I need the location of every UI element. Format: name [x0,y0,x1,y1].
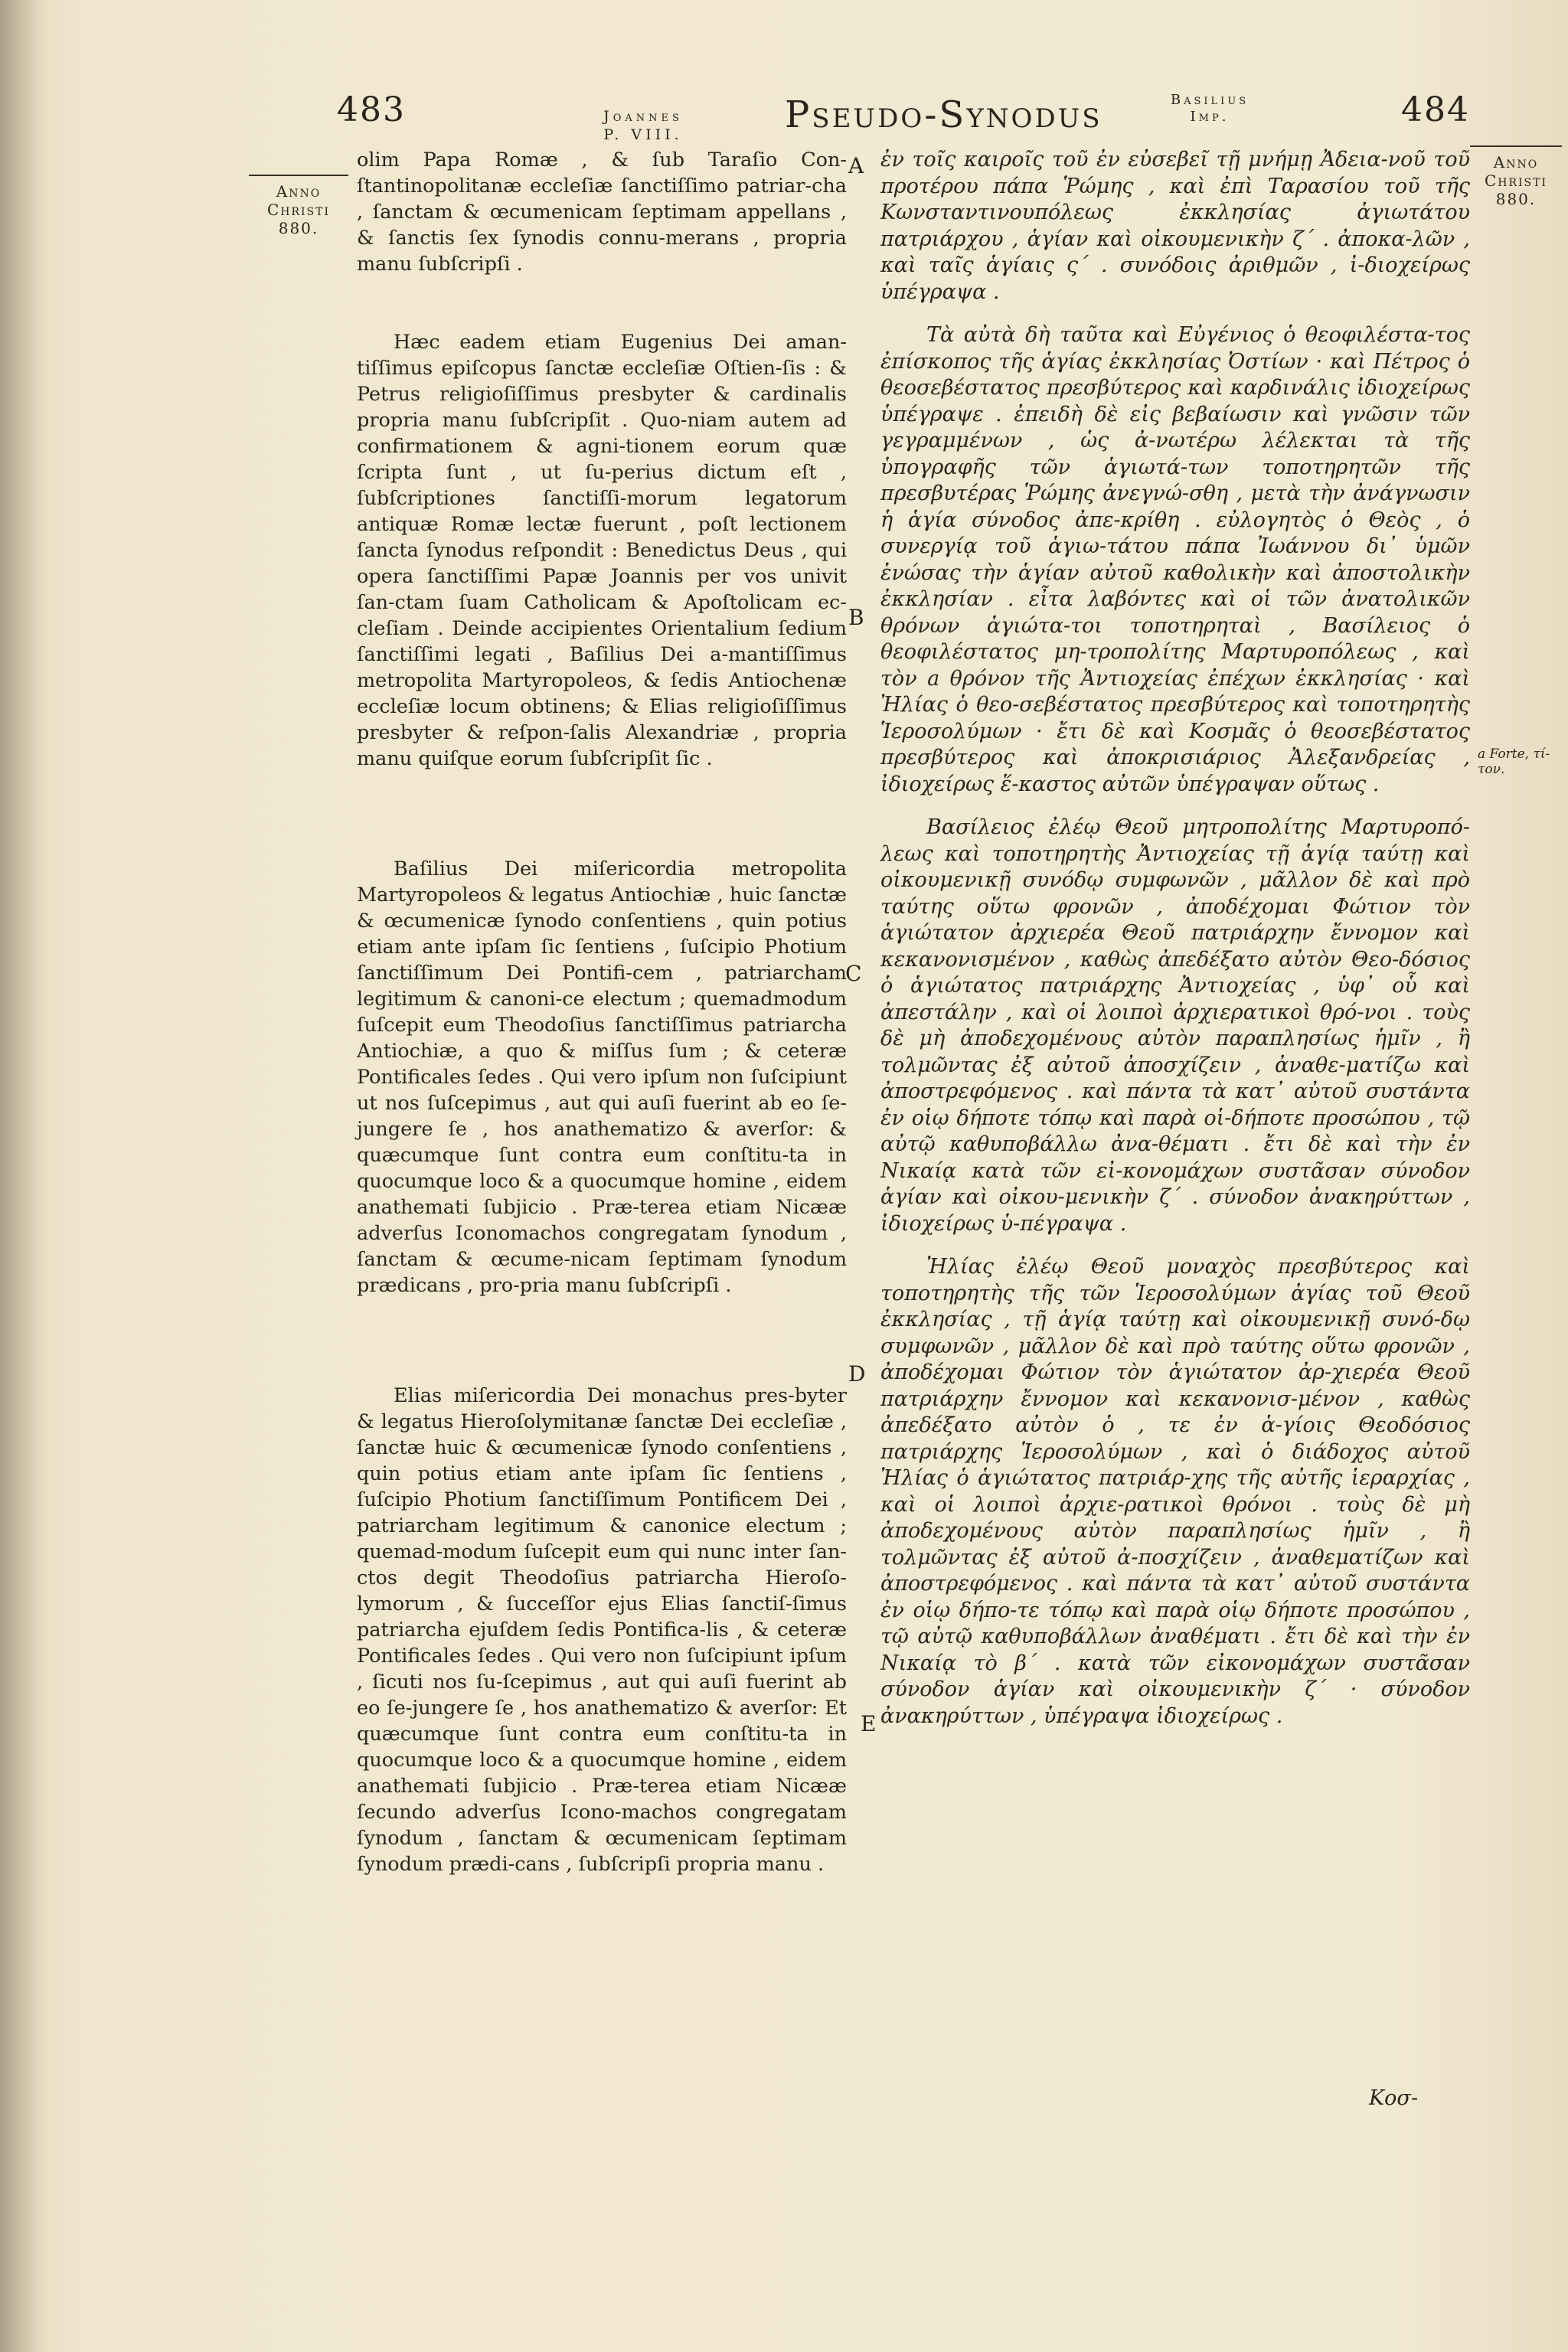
section-letter-a: A [848,153,864,178]
margin-rule-right [1470,145,1562,147]
latin-paragraph-2: Hæc eadem etiam Eugenius Dei aman-tiſſimus epiſcopus ſanctæ eccleſiæ Oſtien-ſis : & Petrus religioſiſſimus presbyter & cardinalis propria manu ſubſcripſit . Quo-niam autem ad confirmationem & agni-tionem eorum quæ ſcripta ſunt , ut ſu-perius dictum eſt , ſubſcriptiones ſanctiſſi-morum legatorum antiquæ Romæ lectæ fuerunt , poſt lectionem ſancta ſynodus reſpondit : Benedictus Deus , qui opera ſanctiſſimi Papæ Joannis per vos univit ſan-ctam ſuam Catholicam & Apoſtolicam ec-cleſiam . Deinde accipientes Orientalium ſedium ſanctiſſimi legati , Baſilius Dei a-mantiſſimus metropolita Martyropoleos, & ſedis Antiochenæ eccleſiæ locum obtinens; & Elias religioſiſſimus presbyter & reſpon-ſalis Alexandriæ , propria manu quiſque eorum ſubſcripſit ſic . [357,331,847,770]
page-number-right: 484 [1401,90,1470,129]
margin-note-right-line-2: Christi [1484,172,1548,190]
greek-paragraph-3: Βασίλειος ἐλέῳ Θεοῦ μητροπολίτης Μαρτυροπό-λεως καὶ τοποτηρητὴς Ἀντιοχείας τῇ ἁγίᾳ ταύτῃ καὶ οἰκουμενικῇ συνόδῳ συμφωνῶν , μᾶλλον δὲ καὶ πρὸ ταύτης οὕτω φρονῶν , ἀποδέχομαι Φώτιον τὸν ἁγιώτατον ἀρχιερέα Θεοῦ πατριάρχην ἔννομον καὶ κεκανονισμένον , καθὼς ἀπεδέξατο αὐτὸν Θεο-δόσιος ὁ ἁγιώτατος πατριάρχης Ἀντιοχείας , ὑφ᾽ οὗ καὶ ἀπεστάλην , καὶ οἱ λοιποὶ ἀρχιερατικοὶ θρό-νοι . τοὺς δὲ μὴ ἀποδεχομένους αὐτὸν παραπλησίως ἡμῖν , ἢ τολμῶντας ἐξ αὐτοῦ ἀποσχίζειν , ἀναθε-ματίζω καὶ ἀποστρεφόμενος . καὶ πάντα τὰ κατ᾽ αὐτοῦ συστάντα ἐν οἱῳ δήποτε τόπῳ καὶ παρὰ οἱ-δήποτε προσώπου , τῷ αὐτῷ καθυποβάλλω ἀνα-θέματι . ἔτι δὲ καὶ τὴν ἐν Νικαίᾳ κατὰ τῶν εἰ-κονομάχων συστᾶσαν σύνοδον ἁγίαν καὶ οἰκου-μενικὴν ζ΄ . σύνοδον ἀνακηρύττων , ἰδιοχείρως ὑ-πέγραψα . [880,815,1470,1236]
paragraph-gap [880,305,1470,322]
paragraph-gap [880,798,1470,815]
paragraph-gap [357,1298,847,1383]
section-letter-d: D [848,1361,866,1387]
paragraph-gap [357,772,847,856]
latin-paragraph-1: olim Papa Romæ , & ſub Taraſio Con-ſtantinopolitanæ eccleſiæ ſanctiſſimo patriar-cha , ſanctam & œcumenicam ſeptimam appellans , & ſanctis ſex ſynodis connu-merans , propria manu ſubſcripſi . [357,149,847,276]
margin-note-left-line-2: Christi [266,201,331,219]
section-letter-e: E [861,1711,877,1736]
paragraph-gap [357,277,847,329]
greek-column [880,147,1470,1730]
running-head-left-line-1: Joannes [603,108,683,125]
running-head-right [1148,92,1271,126]
catchword: Κοσ- [1369,2086,1418,2110]
latin-paragraph-4: Elias miſericordia Dei monachus pres-byter & legatus Hieroſolymitanæ ſanctæ Dei eccleſiæ , ſanctæ huic & œcumenicæ ſynodo conſentiens , quin potius etiam ante ipſam ſic ſentiens , ſuſcipio Photium ſanctiſſimum Pontificem Dei , patriarcham legitimum & canonice electum ; quemad-modum ſuſcepit eum qui nunc inter ſan-ctos degit Theodoſius patriarcha Hieroſo-lymorum , & ſucceſſor ejus Elias ſanctiſ-ſimus patriarcha ejuſdem ſedis Pontifica-lis , & ceteræ Pontificales ſedes . Qui vero non ſuſcipiunt ipſum , ſicuti nos ſu-ſcepimus , aut qui auſi fuerint ab eo ſe-jungere ſe , hos anathematizo & averſor: Et quæcumque ſunt contra eum conſtitu-ta in quocumque loco & a quocumque homine , eidem anathemati ſubjicio . Præ-terea etiam Nicææ ſecundo adverſus Icono-machos congregatam ſynodum , ſanctam & œcumenicam ſeptimam ſynodum prædi-cans , ſubſcripſi propria manu . [357,1384,847,1876]
margin-note-right [1470,145,1562,208]
margin-footnote: a Forte, τί-τον. [1478,746,1550,777]
section-letter-b: B [848,605,864,630]
margin-note-right-line-3: 880. [1495,190,1537,208]
margin-note-left [249,175,348,237]
page-number-left: 483 [337,90,406,129]
running-head-right-line-2: Imp. [1190,109,1230,125]
latin-paragraph-3: Baſilius Dei miſericordia metropolita Martyropoleos & legatus Antiochiæ , huic ſanctæ & œcumenicæ ſynodo conſentiens , quin potius etiam ante ipſam ſic ſentiens , ſuſcipio Photium ſanctiſſimum Dei Pontifi-cem , patriarcham legitimum & canoni-ce electum ; quemadmodum ſuſcepit eum Theodoſius ſanctiſſimus patriarcha Antiochiæ, a quo & miſſus ſum ; & ceteræ Pontificales ſedes . Qui vero ipſum non ſuſcipiunt ut nos ſuſcepimus , aut qui auſi fuerint ab eo ſe-jungere ſe , hos anathematizo & averſor: & quæcumque ſunt contra eum conſtitu-ta in quocumque loco & a quocumque homine , eidem anathemati ſubjicio . Præ-terea etiam Nicææ adverſus Iconomachos congregatam ſynodum , ſanctam & œcume-nicam ſeptimam ſynodum prædicans , pro-pria manu ſubſcripſi . [357,858,847,1297]
running-head-left [586,107,701,144]
paragraph-gap [880,1237,1470,1254]
greek-paragraph-2: Τὰ αὐτὰ δὴ ταῦτα καὶ Εὐγένιος ὁ θεοφιλέστα-τος ἐπίσκοπος τῆς ἁγίας ἐκκλησίας Ὀστίων · καὶ Πέτρος ὁ θεοσεβέστατος πρεσβύτερος καὶ καρδινάλις ἰδιοχείρως ὑπέγραψε . ἐπειδὴ δὲ εἰς βεβαίωσιν καὶ γνῶσιν τῶν γεγραμμένων , ὡς ἀ-νωτέρω λέλεκται τὰ τῆς ὑπογραφῆς τῶν ἁγιωτά-των τοποτηρητῶν τῆς πρεσβυτέρας Ῥώμης ἀνεγνώ-σθη , μετὰ τὴν ἀνάγνωσιν ἡ ἁγία σύνοδος ἀπε-κρίθη . εὐλογητὸς ὁ Θεὸς , ὁ συνεργίᾳ τοῦ ἁγιω-τάτου πάπα Ἰωάννου δι᾽ ὑμῶν ἑνώσας τὴν ἁγίαν αὐτοῦ καθολικὴν καὶ ἀποστολικὴν ἐκκλησίαν . εἶτα λαβόντες καὶ οἱ τῶν ἀνατολικῶν θρόνων ἁγιώτα-τοι τοποτηρηταὶ , Βασίλειος ὁ θεοφιλέστατος μη-τροπολίτης Μαρτυροπόλεως , καὶ τὸν a θρόνον τῆς Ἀντιοχείας ἐπέχων ἐκκλησίας · καὶ Ἠλίας ὁ θεο-σεβέστατος πρεσβύτερος καὶ τοποτηρητὴς Ἱεροσολύμων · ἔτι δὲ καὶ Κοσμᾶς ὁ θεοσεβέστατος πρεσβύτερος καὶ ἀποκρισιάριος Ἀλεξανδρείας , ἰδιοχείρως ἕ-καστος αὐτῶν ὑπέγραψαν οὕτως . [880,323,1470,796]
section-letter-c: C [845,961,862,986]
page-edge-shadow [0,0,46,2352]
margin-rule-left [249,175,348,176]
running-head-left-line-2: P. VIII. [603,126,683,143]
margin-note-left-line-1: Anno [276,182,322,201]
latin-column [357,147,847,1877]
margin-note-right-line-1: Anno [1493,153,1539,172]
running-head-title: Pseudo-Synodus [785,93,1102,136]
greek-paragraph-1: ἐν τοῖς καιροῖς τοῦ ἐν εὐσεβεῖ τῇ μνήμῃ Ἀδεια-νοῦ τοῦ προτέρου πάπα Ῥώμης , καὶ ἐπὶ Ταρασίου τοῦ τῆς Κωνσταντινουπόλεως ἐκκλησίας ἁγιωτάτου πατριάρχου , ἁγίαν καὶ οἰκουμενικὴν ζ΄ . ἀποκα-λῶν , καὶ ταῖς ἁγίαις ς΄ . συνόδοις ἀριθμῶν , ἰ-διοχείρως ὑπέγραψα . [880,148,1470,304]
greek-paragraph-4: Ἠλίας ἐλέῳ Θεοῦ μοναχὸς πρεσβύτερος καὶ τοποτηρητὴς τῆς τῶν Ἱεροσολύμων ἁγίας τοῦ Θεοῦ ἐκκλησίας , τῇ ἁγίᾳ ταύτῃ καὶ οἰκουμενικῇ συνό-δῳ συμφωνῶν , μᾶλλον δὲ καὶ πρὸ ταύτης οὕτω φρονῶν , ἀποδέχομαι Φώτιον τὸν ἁγιώτατον ἀρ-χιερέα Θεοῦ πατριάρχην ἔννομον καὶ κεκανονισ-μένον , καθὼς ἀπεδέξατο αὐτὸν ὁ , τε ἐν ἁ-γίοις Θεοδόσιος πατριάρχης Ἱεροσολύμων , καὶ ὁ διάδοχος αὐτοῦ Ἠλίας ὁ ἁγιώτατος πατριάρ-χης τῆς αὐτῆς ἱεραρχίας , καὶ οἱ λοιποὶ ἀρχιε-ρατικοὶ θρόνοι . τοὺς δὲ μὴ ἀποδεχομένους αὐτὸν παραπλησίως ἡμῖν , ἢ τολμῶντας ἐξ αὐτοῦ ἀ-ποσχίζειν , ἀναθεματίζων καὶ ἀποστρεφόμενος . καὶ πάντα τὰ κατ᾽ αὐτοῦ συστάντα ἐν οἱῳ δήπο-τε τόπῳ καὶ παρὰ οἱῳ δήποτε προσώπου , τῷ αὐτῷ καθυποβάλλων ἀναθέματι . ἔτι δὲ καὶ τὴν ἐν Νικαίᾳ τὸ β΄ . κατὰ τῶν εἰκονομάχων συστᾶσαν σύνοδον ἁγίαν καὶ οἰκουμενικὴν ζ΄ · σύνοδον ἀνακηρύττων , ὑπέγραψα ἰδιοχείρως . [880,1255,1470,1728]
margin-note-left-line-3: 880. [278,219,319,237]
running-head-right-line-1: Basilius [1170,92,1250,108]
